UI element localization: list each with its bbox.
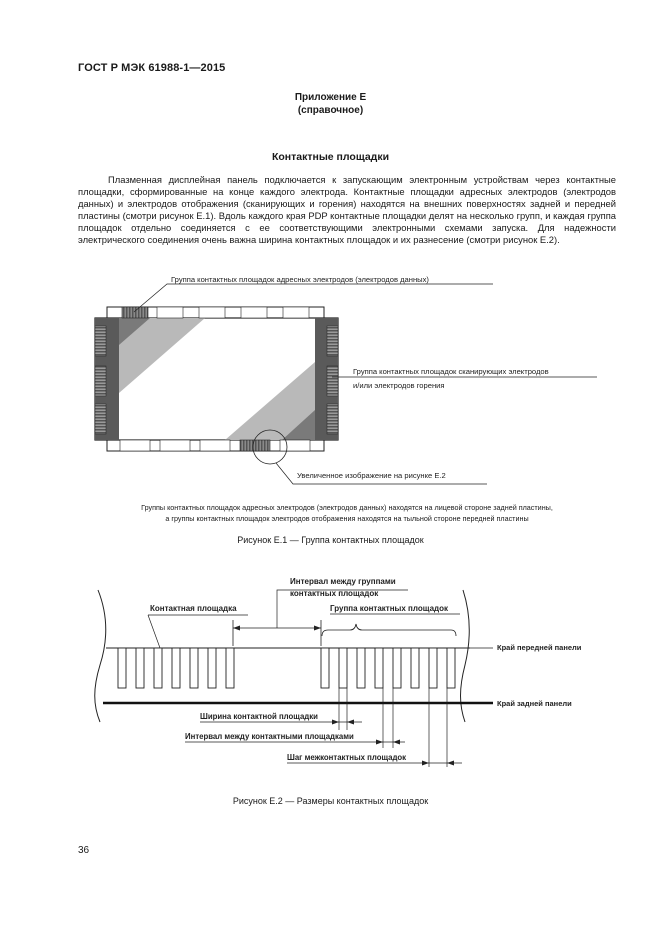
annex-title-block xyxy=(0,91,661,117)
label-contact-pad: Контактная площадка xyxy=(150,604,237,613)
left-pad-groups xyxy=(95,326,106,434)
section-heading: Контактные площадки xyxy=(271,151,390,163)
figure-e1-note-line2: а группы контактных площадок электродов отображения находятся на тыльной стороне передней пластины xyxy=(165,514,529,523)
label-group-interval-line2: контактных площадок xyxy=(290,589,379,598)
figure-e1-caption: Рисунок E.1 — Группа контактных площадок xyxy=(237,535,424,545)
label-pad-interval: Интервал между контактными площадками xyxy=(185,732,354,741)
figure-e2-caption: Рисунок E.2 — Размеры контактных площадок xyxy=(232,796,429,806)
label-zoom: Увеличенное изображение на рисунке E.2 xyxy=(297,471,446,480)
label-rear-edge: Край задней панели xyxy=(497,699,572,708)
body-paragraph: Плазменная дисплейная панель подключается к запускающим электронным устройствам через контактные площадки, сформированные на конце каждого электрода. Контактные площадки адресных электродов (электродов данных) и электродов отображения (сканирующих и горения) находятся на внешних поверхностях задней и передней пластины (смотри рисунок E.1). Вдоль каждого края PDP контактные площадки делят на несколько групп, и каждая группа площадок отдельно соединяется с ее соответствующими электронными схемами запуска. Для надежности электрического соединения очень важна ширина контактных площадок и их разнесение (смотри рисунок E.2). xyxy=(78,174,616,246)
pad-group-right xyxy=(321,648,455,688)
label-scan-group-line2: и/или электродов горения xyxy=(353,381,445,390)
figure-e1-note xyxy=(78,502,616,524)
page-number: 36 xyxy=(78,845,90,856)
label-front-edge: Край передней панели xyxy=(497,643,582,652)
figure-e1 xyxy=(0,270,661,495)
label-scan-group-line1: Группа контактных площадок сканирующих электродов xyxy=(353,367,549,376)
figure-e2 xyxy=(0,570,661,780)
right-pad-groups xyxy=(327,326,338,434)
annex-subtitle: (справочное) xyxy=(297,105,364,116)
label-pad-group: Группа контактных площадок xyxy=(330,604,448,613)
pad-group-left xyxy=(118,648,234,688)
standard-header: ГОСТ Р МЭК 61988-1—2015 xyxy=(78,62,226,74)
figure-e1-note-line1: Группы контактных площадок адресных электродов (электродов данных) находятся на лицевой стороне задней пластины, xyxy=(141,503,553,512)
label-pad-pitch: Шаг межконтактных площадок xyxy=(287,753,407,762)
annex-title: Приложение E xyxy=(294,92,367,103)
label-pad-width: Ширина контактной площадки xyxy=(200,712,318,721)
bottom-pad-groups xyxy=(120,440,310,451)
leader-contact-pad xyxy=(148,615,160,648)
label-group-interval-line1: Интервал между группами xyxy=(290,577,396,586)
pad-group-brace xyxy=(322,624,456,636)
label-address-group: Группа контактных площадок адресных электродов (электродов данных) xyxy=(171,275,429,284)
